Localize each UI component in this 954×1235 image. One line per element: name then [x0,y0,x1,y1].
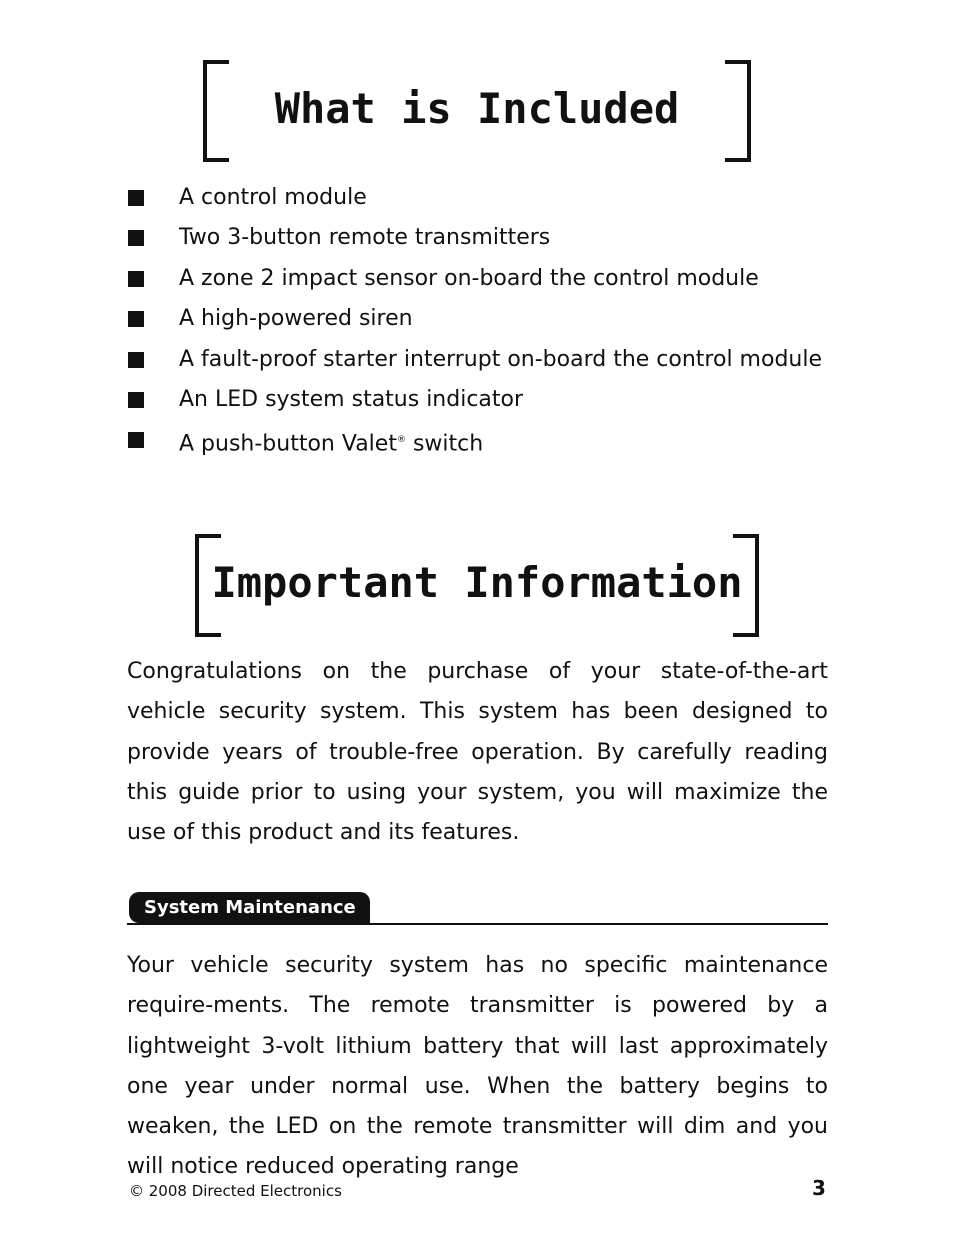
list-item-text: An LED system status indicator [179,386,524,412]
list-item [127,424,822,464]
square-bullet-icon [128,190,144,206]
list-item [127,384,822,424]
list-item-text: Two 3-button remote transmitters [179,225,551,251]
right-bracket-decoration [733,534,759,637]
page-number: 3 [812,1176,826,1200]
section-label: System Maintenance [129,892,370,923]
square-bullet-icon [128,392,144,408]
intro-paragraph: Congratulations on the purchase of your state-of-the-art vehicle security system. This system has been designed to provide years of trouble-free operation. By carefully reading this guide prior to using your system, you will maximize the use of this product and its features. [127,659,828,846]
list-item-text: A zone 2 impact sensor on-board the control module [179,265,759,291]
square-bullet-icon [128,271,144,287]
registered-mark: ® [396,435,406,446]
list-item-text: A push-button Valet [179,431,397,457]
section-rule [127,923,828,925]
footer-copyright: © 2008 Directed Electronics [129,1182,342,1200]
square-bullet-icon [128,352,144,368]
square-bullet-icon [128,230,144,246]
list-item [127,344,822,384]
list-item-text: A control module [179,185,367,210]
list-item [127,222,822,262]
list-item-suffix: switch [405,431,484,457]
list-item [127,263,822,303]
what-is-included-heading: What is Included [274,84,680,133]
square-bullet-icon [128,311,144,327]
important-information-heading: Important Information [211,558,743,607]
important-information-heading-block [0,534,954,637]
right-bracket-decoration [725,60,751,162]
square-bullet-icon [128,432,144,448]
list-item-text: A fault-proof starter interrupt on-board the control module [179,346,822,372]
what-is-included-heading-block [0,60,954,162]
system-maintenance-section-header [127,891,828,925]
list-item [127,182,822,222]
included-items-list [127,182,822,465]
list-item [127,303,822,343]
maintenance-paragraph: Your vehicle security system has no specific maintenance require-ments. The remote transmitter is powered by a lightweight 3-volt lithium battery that will last approximately one year under normal use. When the battery begins to weaken, the LED on the remote transmitter will dim and you will notice reduced operating range [127,953,828,1180]
list-item-text: A high-powered siren [179,306,413,332]
